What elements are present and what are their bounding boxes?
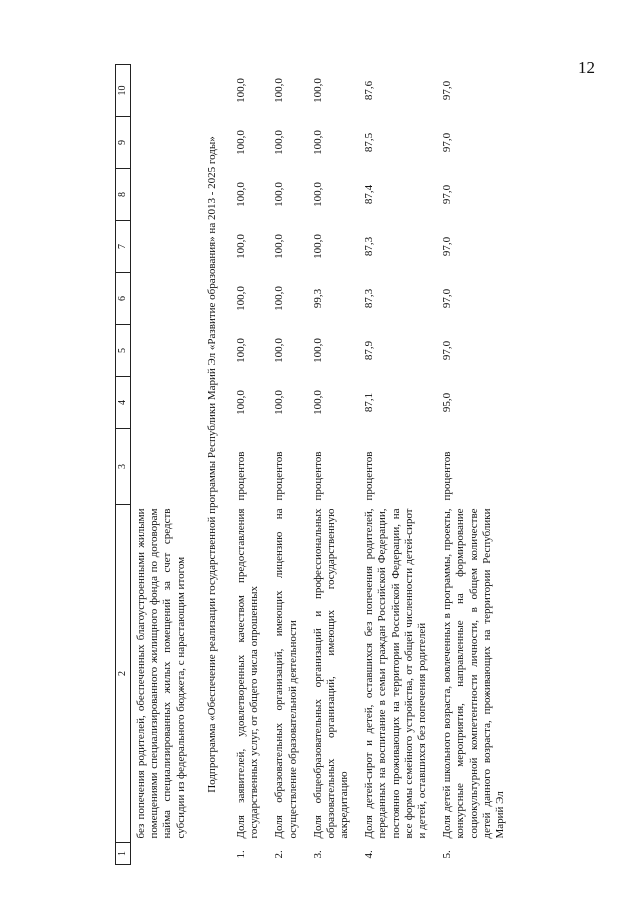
column-number-2: 2 [116, 505, 131, 843]
column-number-10: 10 [116, 65, 131, 117]
unit: процентов [234, 451, 247, 501]
value-cell: 100,0 [273, 130, 286, 155]
row-number: 3. [311, 850, 324, 859]
column-number-1: 1 [116, 843, 131, 865]
value-cell: 100,0 [273, 338, 286, 363]
value-cell: 100,0 [273, 390, 286, 415]
value-cell: 100,0 [311, 234, 324, 259]
indicators-table [115, 64, 515, 865]
value-cell: 97,0 [441, 80, 454, 101]
value-cell: 87,3 [363, 236, 376, 257]
row-number: 4. [363, 850, 376, 859]
indicator-name: Доля общеобразовательных организаций и профессиональных образовательных организаций, имеющих государственную аккредитацию [311, 508, 351, 839]
value-cell: 100,0 [311, 78, 324, 103]
value-cell: 100,0 [311, 338, 324, 363]
value-cell: 100,0 [234, 234, 247, 259]
value-cell: 100,0 [311, 182, 324, 207]
value-cell: 97,0 [441, 340, 454, 361]
column-number-9: 9 [116, 117, 131, 169]
value-cell: 100,0 [234, 182, 247, 207]
value-cell: 87,1 [363, 392, 376, 413]
column-number-4: 4 [116, 377, 131, 429]
value-cell: 100,0 [234, 78, 247, 103]
table-row [231, 65, 269, 865]
row-number: 5. [441, 850, 454, 859]
value-cell: 100,0 [273, 78, 286, 103]
value-cell: 97,0 [441, 236, 454, 257]
value-cell: 100,0 [234, 286, 247, 311]
value-cell: 100,0 [273, 234, 286, 259]
indicator-name: Доля образовательных организаций, имеющих лицензию на осуществление образовательной деятельности [273, 508, 299, 839]
value-cell: 100,0 [234, 130, 247, 155]
value-cell: 100,0 [273, 286, 286, 311]
indicator-name: Доля заявителей, удовлетворенных качеством предоставления государственных услуг, от общего числа опрошенных [234, 508, 261, 839]
value-cell: 100,0 [234, 390, 247, 415]
table-row [437, 65, 515, 865]
value-cell: 99,3 [311, 288, 324, 309]
column-number-5: 5 [116, 325, 131, 377]
unit: процентов [441, 451, 454, 501]
value-cell: 100,0 [311, 390, 324, 415]
column-number-6: 6 [116, 273, 131, 325]
value-cell: 100,0 [234, 338, 247, 363]
intro-text: без попечения родителей, обеспеченных благоустроенными жилыми помещениями специализированного жилищного фонда по договорам найма специализированных жилых помещений за счет средств субсидии из федерального бюджета, с нарастающим итогом [135, 508, 187, 839]
subprogram-title: Подпрограмма «Обеспечение реализации государственной программы Республики Марий Эл «Развитие образования» на 2013 - 2025 годы» [205, 136, 218, 793]
table-row [308, 65, 360, 865]
intro-row [131, 65, 196, 865]
value-cell: 87,6 [363, 80, 376, 101]
table-row [359, 65, 437, 865]
row-number: 1. [234, 850, 247, 859]
indicator-name: Доля детей-сирот и детей, оставшихся без попечения родителей, переданных на воспитание в семьи граждан Российской Федерации, постоянно проживающих на территории Российской Федерации, на все формы семейного устройства, от общей численности детей-сирот и детей, оставшихся без попечения родителей [363, 508, 428, 839]
value-cell: 87,9 [363, 340, 376, 361]
column-number-row [116, 65, 131, 865]
value-cell: 87,4 [363, 184, 376, 205]
page-number: 12 [578, 58, 595, 77]
row-number: 2. [273, 850, 286, 859]
value-cell: 95,0 [441, 392, 454, 413]
column-number-3: 3 [116, 429, 131, 505]
value-cell: 97,0 [441, 184, 454, 205]
value-cell: 87,5 [363, 132, 376, 153]
table-row [269, 65, 307, 865]
column-number-8: 8 [116, 169, 131, 221]
unit: процентов [273, 451, 286, 501]
value-cell: 100,0 [273, 182, 286, 207]
indicator-name: Доля детей школьного возраста, вовлеченных в программы, проекты, конкурсные мероприятия, направленные на формирование социокультурной компетентности личности, в общем количестве детей данного возраста, проживающих на территории Республики Марий Эл [441, 508, 506, 839]
value-cell: 97,0 [441, 132, 454, 153]
unit: процентов [311, 451, 324, 501]
value-cell: 97,0 [441, 288, 454, 309]
column-number-7: 7 [116, 221, 131, 273]
unit: процентов [363, 451, 376, 501]
rotated-table-container [115, 65, 615, 865]
value-cell: 100,0 [311, 130, 324, 155]
value-cell: 87,3 [363, 288, 376, 309]
subprogram-row [196, 65, 231, 865]
